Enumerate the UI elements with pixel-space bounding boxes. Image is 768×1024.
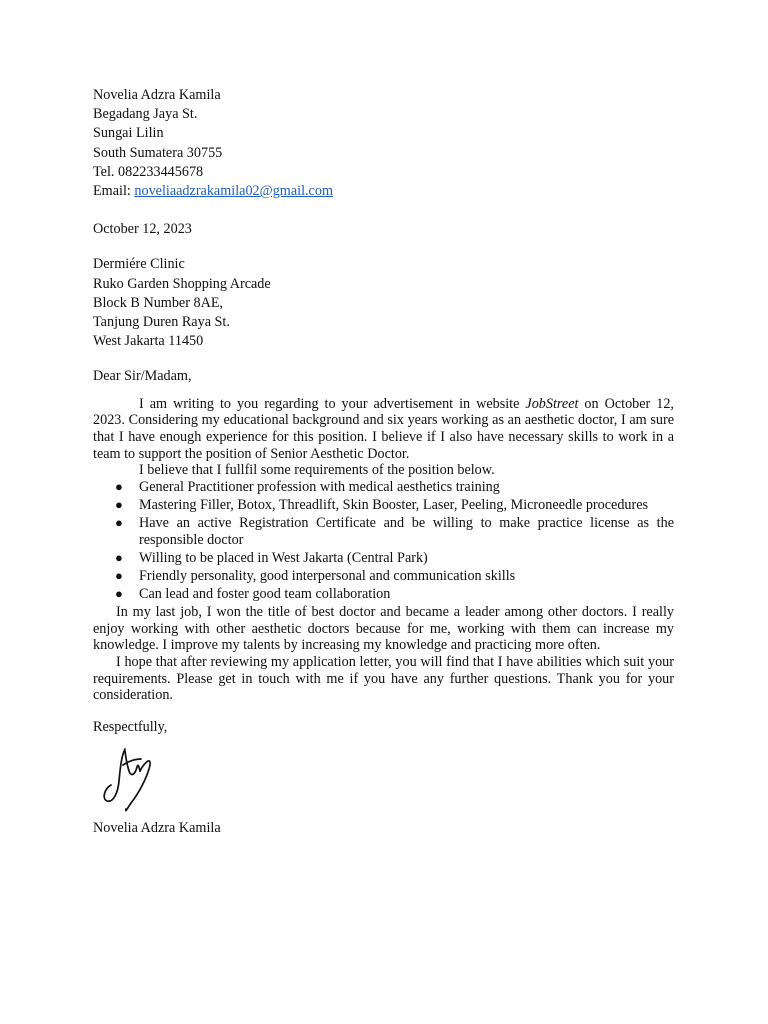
- requirements-list: [93, 479, 674, 602]
- requirement-text: Friendly personality, good interpersonal and communication skills: [139, 567, 516, 584]
- letter-page: [93, 86, 674, 838]
- requirement-text: Mastering Filler, Botox, Threadlift, Skin Booster, Laser, Peeling, Microneedle procedures: [139, 497, 649, 514]
- paragraph-1-text-a: I am writing to you regarding to your advertisement in website: [139, 395, 526, 412]
- recipient-line-1: Dermiére Clinic: [93, 256, 185, 273]
- recipient-line-4: Tanjung Duren Raya St.: [93, 314, 230, 331]
- recipient-line-3: Block B Number 8AE,: [93, 294, 224, 311]
- paragraph-1-text-b: on October 12, 2023. Considering my educational background and six years working as an aesthetic doctor, I am sure that I have enough experience for this position. I believe if I also have necessary skills to work in a team to support the position of Senior Aesthetic Doctor.: [93, 395, 674, 462]
- list-item: [93, 515, 674, 548]
- letter-date: October 12, 2023: [93, 221, 192, 238]
- sender-email-line: [93, 182, 674, 201]
- bullet-icon: ●: [115, 515, 123, 531]
- list-item: [93, 550, 674, 567]
- sender-street: Begadang Jaya St.: [93, 106, 198, 123]
- requirement-text: Can lead and foster good team collaboration: [139, 585, 391, 602]
- sender-phone: Tel. 082233445678: [93, 163, 204, 180]
- signature-image: [95, 737, 185, 819]
- email-label: Email:: [93, 183, 135, 200]
- list-item: [93, 568, 674, 585]
- paragraph-3: In my last job, I won the title of best doctor and became a leader among other doctors. I really enjoy working with other aesthetic doctors because for me, working with them can increase my knowledge. I improve my talents by increasing my knowledge and practicing more often.: [93, 603, 674, 654]
- sender-province: South Sumatera 30755: [93, 144, 223, 161]
- recipient-line-2: Ruko Garden Shopping Arcade: [93, 275, 271, 292]
- email-link[interactable]: noveliaadzrakamila02@gmail.com: [134, 183, 333, 200]
- paragraph-1-italic: JobStreet: [525, 395, 579, 412]
- paragraph-2: I believe that I fullfil some requirements of the position below.: [139, 462, 495, 479]
- requirement-text: General Practitioner profession with medical aesthetics training: [139, 479, 500, 496]
- list-item: [93, 586, 674, 603]
- requirement-text: Have an active Registration Certificate and be willing to make practice license as the responsible doctor: [139, 515, 674, 548]
- sender-block: [93, 86, 674, 201]
- recipient-line-5: West Jakarta 11450: [93, 333, 204, 350]
- bullet-icon: ●: [115, 567, 123, 583]
- bullet-icon: ●: [115, 497, 123, 513]
- paragraph-1: [93, 396, 674, 463]
- signature-name: Novelia Adzra Kamila: [93, 820, 221, 837]
- bullet-icon: ●: [115, 549, 123, 565]
- closing: Respectfully,: [93, 719, 168, 736]
- paragraph-4: I hope that after reviewing my application letter, you will find that I have abilities which suit your requirements. Please get in touch with me if you have any further questions. Thank you for your consideration.: [93, 653, 674, 704]
- bullet-icon: ●: [115, 479, 123, 495]
- requirement-text: Willing to be placed in West Jakarta (Central Park): [139, 549, 428, 566]
- list-item: [93, 479, 674, 496]
- sender-city: Sungai Lilin: [93, 125, 164, 142]
- sender-name: Novelia Adzra Kamila: [93, 87, 221, 103]
- recipient-block: [93, 255, 674, 351]
- bullet-icon: ●: [115, 585, 123, 601]
- salutation: Dear Sir/Madam,: [93, 368, 192, 385]
- letter-body: [93, 396, 674, 704]
- list-item: [93, 497, 674, 514]
